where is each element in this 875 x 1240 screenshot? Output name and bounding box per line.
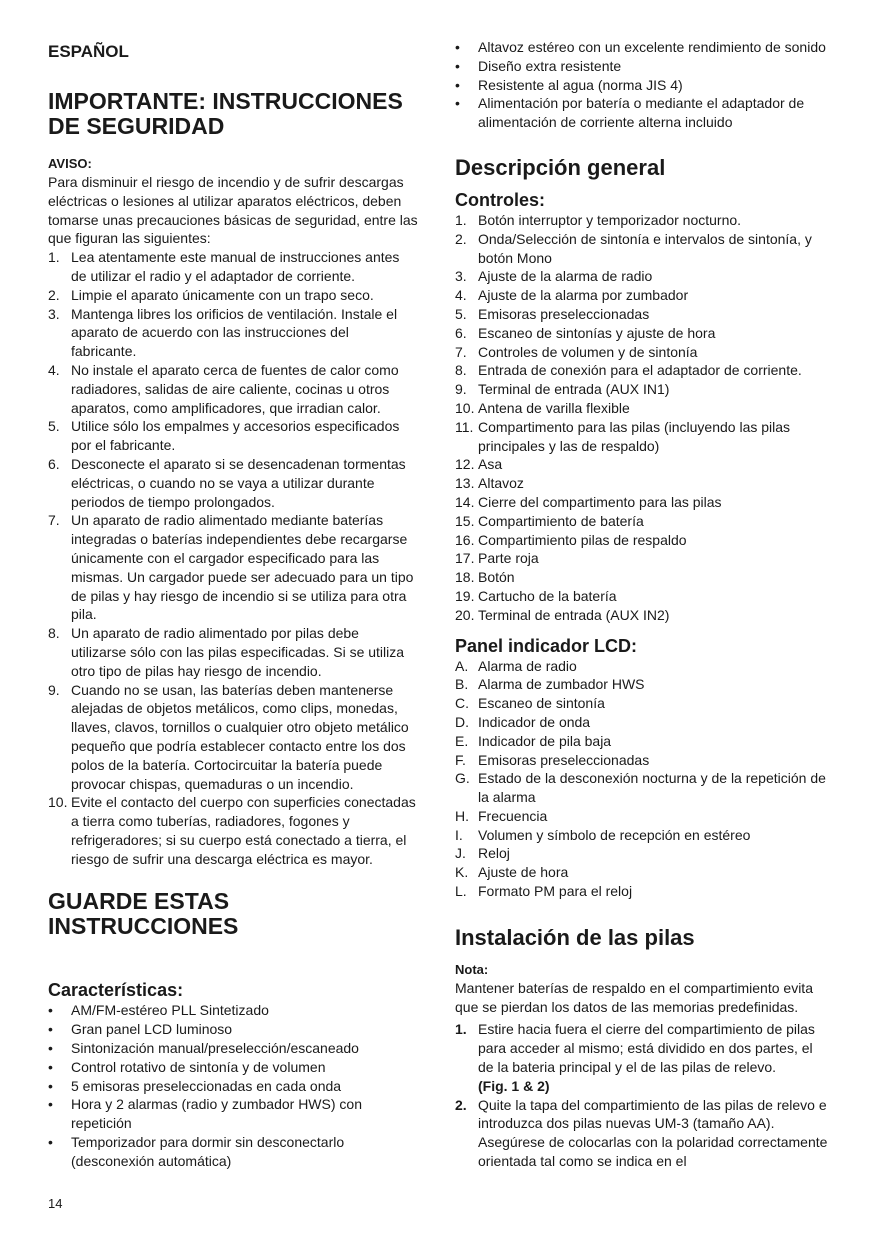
list-item-text: Indicador de onda: [478, 713, 591, 730]
list-item-text: Diseño extra resistente: [478, 57, 622, 74]
list-item-text: Escaneo de sintonías y ajuste de hora: [478, 324, 716, 341]
language-heading: ESPAÑOL: [48, 42, 129, 61]
list-marker: 6.: [455, 324, 467, 341]
list-item-text: Asa: [478, 456, 503, 473]
list-item-text: 5 emisoras preseleccionadas en cada onda: [71, 1077, 342, 1094]
battery-step: [455, 1020, 830, 1095]
list-marker: K.: [455, 864, 469, 881]
save-instructions-title: GUARDE ESTAS INSTRUCCIONES: [48, 888, 239, 940]
list-item-text: Parte roja: [478, 550, 539, 567]
list-marker: 1.: [455, 1021, 467, 1038]
list-item-text: AM/FM-estéreo PLL Sintetizado: [71, 1002, 269, 1019]
list-marker: 5.: [455, 305, 467, 322]
list-item-text: Frecuencia: [478, 807, 548, 824]
list-marker: 10.: [455, 399, 475, 416]
list-marker: 18.: [455, 569, 475, 586]
battery-title: Instalación de las pilas: [455, 924, 695, 950]
list-item-text: Indicador de pila baja: [478, 732, 612, 749]
control-item: [455, 418, 830, 456]
control-item: [455, 399, 830, 418]
list-marker: 6.: [48, 455, 60, 472]
list-marker: E.: [455, 732, 469, 749]
right-column: [455, 38, 830, 1171]
control-item: [455, 343, 830, 362]
list-item-text: Alimentación por batería o mediante el adaptador de alimentación de corriente alterna incluido: [478, 95, 805, 131]
bullet-icon: •: [48, 1058, 53, 1075]
note-label: Nota:: [455, 961, 489, 977]
list-item-text: Emisoras preseleccionadas: [478, 751, 650, 768]
control-item: [455, 455, 830, 474]
list-item-text: Botón: [478, 569, 515, 586]
lcd-item: [455, 882, 830, 901]
list-item-text: Temporizador para dormir sin desconectarlo (desconexión automática): [71, 1134, 345, 1169]
list-item-text: Un aparato de radio alimentado por pilas debe utilizarse sólo con las pilas especificadas. Si se utiliza otro tipo de pilas hay riesgo de incendio.: [71, 625, 405, 679]
list-marker: 13.: [455, 475, 475, 492]
list-marker: 3.: [48, 305, 60, 322]
battery-step: [455, 1096, 830, 1171]
safety-title: IMPORTANTE: INSTRUCCIONES DE SEGURIDAD: [48, 88, 403, 139]
list-item-text: Cartucho de la batería: [478, 587, 617, 604]
list-marker: 3.: [455, 268, 467, 285]
list-item-text: Entrada de conexión para el adaptador de corriente.: [478, 362, 802, 379]
list-item-text: Emisoras preseleccionadas: [478, 305, 650, 322]
lcd-item: [455, 863, 830, 882]
control-item: [455, 267, 830, 286]
list-marker: 12.: [455, 456, 475, 473]
list-item-text: Ajuste de hora: [478, 864, 569, 881]
safety-item: [48, 305, 418, 361]
safety-item: [48, 624, 418, 680]
list-item-text: Compartimento para las pilas (incluyendo las pilas principales y las de respaldo): [478, 418, 791, 454]
control-item: [455, 286, 830, 305]
list-marker: I.: [455, 826, 463, 843]
safety-item: [48, 681, 418, 794]
bullet-icon: •: [455, 95, 460, 112]
list-item-text: Alarma de zumbador HWS: [478, 676, 645, 693]
list-item-text: Controles de volumen y de sintonía: [478, 343, 698, 360]
control-item: [455, 531, 830, 550]
list-marker: 4.: [48, 361, 60, 378]
list-marker: L.: [455, 883, 467, 900]
feature-item: [48, 1039, 418, 1058]
list-marker: 7.: [455, 343, 467, 360]
list-item-text: Onda/Selección de sintonía e intervalos de sintonía, y botón Mono: [478, 230, 812, 266]
list-item-text: Resistente al agua (norma JIS 4): [478, 76, 683, 93]
list-item-text: Gran panel LCD luminoso: [71, 1021, 233, 1038]
list-marker: D.: [455, 713, 469, 730]
lcd-item: [455, 675, 830, 694]
safety-item: [48, 511, 418, 624]
figure-reference: (Fig. 1 & 2): [478, 1077, 550, 1094]
list-marker: A.: [455, 657, 469, 674]
list-marker: H.: [455, 807, 469, 824]
safety-item: [48, 455, 418, 511]
feature-item: [455, 38, 830, 57]
lcd-item: [455, 807, 830, 826]
bullet-icon: •: [48, 1134, 53, 1151]
safety-item: [48, 417, 418, 455]
bullet-icon: •: [48, 1040, 53, 1057]
lcd-item: [455, 713, 830, 732]
feature-item: [455, 76, 830, 95]
list-item-text: Utilice sólo los empalmes y accesorios especificados por el fabricante.: [71, 418, 400, 454]
list-item-text: Ajuste de la alarma por zumbador: [478, 287, 689, 304]
warning-text: Para disminuir el riesgo de incendio y de sufrir descargas eléctricas o lesiones al utilizar aparatos eléctricos, deben tomarse unas precauciones básicas de seguridad, entre las que figuran las siguientes:: [48, 174, 418, 247]
list-marker: 2.: [455, 230, 467, 247]
list-marker: 1.: [48, 249, 60, 266]
list-item-text: Ajuste de la alarma de radio: [478, 268, 653, 285]
list-marker: 2.: [455, 1096, 467, 1113]
list-item-text: Altavoz: [478, 475, 524, 492]
bullet-icon: •: [48, 1077, 53, 1094]
list-marker: 8.: [48, 625, 60, 642]
lcd-list: [455, 657, 830, 901]
list-marker: 10.: [48, 794, 68, 811]
list-marker: 7.: [48, 512, 60, 529]
list-item-text: Terminal de entrada (AUX IN2): [478, 606, 670, 623]
list-item-text: Un aparato de radio alimentado mediante baterías integradas o baterías independientes debe recargarse únicamente con el cargador especificado para las mismas. Un cargador puede ser adecuado para un tipo de pilas y hay riesgo de incendio si se utiliza para otra pila.: [71, 512, 414, 623]
lcd-item: [455, 826, 830, 845]
list-item-text: Botón interruptor y temporizador nocturno.: [478, 211, 742, 228]
list-marker: 16.: [455, 531, 475, 548]
features-list: [48, 1001, 418, 1170]
list-marker: 17.: [455, 550, 475, 567]
feature-item: [48, 1133, 418, 1171]
list-marker: 15.: [455, 512, 475, 529]
list-item-text: Compartimiento de batería: [478, 512, 644, 529]
list-marker: 2.: [48, 286, 60, 303]
list-item-text: Escaneo de sintonía: [478, 695, 605, 712]
lcd-item: [455, 657, 830, 676]
list-marker: G.: [455, 770, 470, 787]
list-marker: 9.: [455, 381, 467, 398]
feature-item: [48, 1001, 418, 1020]
safety-item: [48, 286, 418, 305]
overview-title: Descripción general: [455, 154, 666, 180]
control-item: [455, 549, 830, 568]
list-item-text: Lea atentamente este manual de instrucciones antes de utilizar el radio y el adaptador de corriente.: [71, 249, 400, 284]
control-item: [455, 361, 830, 380]
control-item: [455, 324, 830, 343]
battery-steps-list: [455, 1020, 830, 1170]
list-item-text: Desconecte el aparato si se desencadenan tormentas eléctricas, o cuando no se vaya a utilizar durante periodos de tiempo prolongados.: [71, 455, 406, 510]
list-item-text: Compartimiento pilas de respaldo: [478, 531, 687, 548]
feature-item: [48, 1095, 418, 1133]
page-number: 14: [48, 1196, 63, 1211]
control-item: [455, 305, 830, 324]
list-item-text: Estado de la desconexión nocturna y de la repetición de la alarma: [478, 770, 826, 806]
feature-item: [455, 57, 830, 76]
control-item: [455, 230, 830, 268]
warning-label: AVISO:: [48, 156, 92, 171]
list-marker: F.: [455, 751, 466, 768]
feature-item: [48, 1020, 418, 1039]
control-item: [455, 493, 830, 512]
list-marker: 11.: [455, 418, 474, 435]
control-item: [455, 587, 830, 606]
list-item-text: Antena de varilla flexible: [478, 399, 630, 416]
note-text: Mantener baterías de respaldo en el compartimiento evita que se pierdan los datos de las memorias predefinidas.: [455, 979, 813, 1015]
bullet-icon: •: [455, 39, 460, 55]
safety-item: [48, 793, 418, 868]
list-marker: J.: [455, 845, 466, 862]
list-item-text: Estire hacia fuera el cierre del compartimiento de pilas para acceder al mismo; está dividido en dos partes, el de la bateria principal y el de las pilas de relevo.: [478, 1021, 815, 1076]
lcd-title: Panel indicador LCD:: [455, 635, 638, 656]
control-item: [455, 474, 830, 493]
bullet-icon: •: [455, 57, 460, 74]
list-item-text: Altavoz estéreo con un excelente rendimiento de sonido: [478, 39, 826, 55]
list-item-text: Sintonización manual/preselección/escaneado: [71, 1040, 359, 1057]
list-marker: 5.: [48, 418, 60, 435]
list-marker: 1.: [455, 211, 467, 228]
list-marker: B.: [455, 676, 469, 693]
list-item-text: Cuando no se usan, las baterías deben mantenerse alejadas de objetos metálicos, como clips, monedas, llaves, clavos, tornillos o cualquier otro objeto metálico pequeño que podría establecer contacto entre los dos polos de la batería. Cortocircuitar la batería puede provocar chispas, quemaduras o un incendio.: [71, 681, 409, 792]
list-item-text: Quite la tapa del compartimiento de las pilas de relevo e introduzca dos pilas nuevas UM-3 (tamaño AA). Asegúrese de colocarlas con la polaridad correctamente orientada tal como se indica en el: [478, 1096, 828, 1170]
features-list-continued: [455, 38, 830, 132]
lcd-item: [455, 694, 830, 713]
list-marker: 4.: [455, 287, 467, 304]
features-title: Características:: [48, 980, 184, 1001]
list-item-text: Limpie el aparato únicamente con un trapo seco.: [71, 286, 374, 303]
safety-list: [48, 248, 418, 868]
control-item: [455, 512, 830, 531]
feature-item: [48, 1077, 418, 1096]
list-item-text: Cierre del compartimento para las pilas: [478, 493, 722, 510]
list-item-text: Hora y 2 alarmas (radio y zumbador HWS) con repetición: [71, 1096, 362, 1132]
list-marker: C.: [455, 695, 469, 712]
lcd-item: [455, 769, 830, 807]
controls-title: Controles:: [455, 189, 545, 210]
bullet-icon: •: [48, 1021, 53, 1038]
list-marker: 9.: [48, 681, 60, 698]
controls-list: [455, 211, 830, 625]
lcd-item: [455, 732, 830, 751]
list-marker: 20.: [455, 606, 475, 623]
left-column: [48, 38, 418, 1171]
lcd-item: [455, 751, 830, 770]
list-item-text: Alarma de radio: [478, 657, 577, 674]
list-item-text: Terminal de entrada (AUX IN1): [478, 381, 670, 398]
list-item-text: Evite el contacto del cuerpo con superficies conectadas a tierra como tuberías, radiadores, fogones y refrigeradores; si su cuerpo está conectado a tierra, el riesgo de sufrir una descarga eléctrica es mayor.: [71, 794, 416, 867]
list-item-text: No instale el aparato cerca de fuentes de calor como radiadores, salidas de aire caliente, cocinas u otros aparatos, como amplificadores, que irradian calor.: [71, 361, 399, 416]
feature-item: [455, 94, 830, 132]
feature-item: [48, 1058, 418, 1077]
control-item: [455, 380, 830, 399]
list-item-text: Formato PM para el reloj: [478, 883, 633, 900]
list-item-text: Reloj: [478, 845, 510, 862]
list-item-text: Control rotativo de sintonía y de volumen: [71, 1058, 326, 1075]
safety-item: [48, 361, 418, 417]
lcd-item: [455, 844, 830, 863]
list-marker: 19.: [455, 587, 475, 604]
bullet-icon: •: [48, 1002, 53, 1019]
bullet-icon: •: [48, 1096, 53, 1113]
control-item: [455, 606, 830, 625]
bullet-icon: •: [455, 76, 460, 93]
list-marker: 8.: [455, 362, 467, 379]
list-marker: 14.: [455, 493, 475, 510]
control-item: [455, 211, 830, 230]
list-item-text: Mantenga libres los orificios de ventilación. Instale el aparato de acuerdo con las instrucciones del fabricante.: [71, 305, 398, 360]
control-item: [455, 568, 830, 587]
list-item-text: Volumen y símbolo de recepción en estéreo: [478, 826, 751, 843]
safety-item: [48, 248, 418, 286]
